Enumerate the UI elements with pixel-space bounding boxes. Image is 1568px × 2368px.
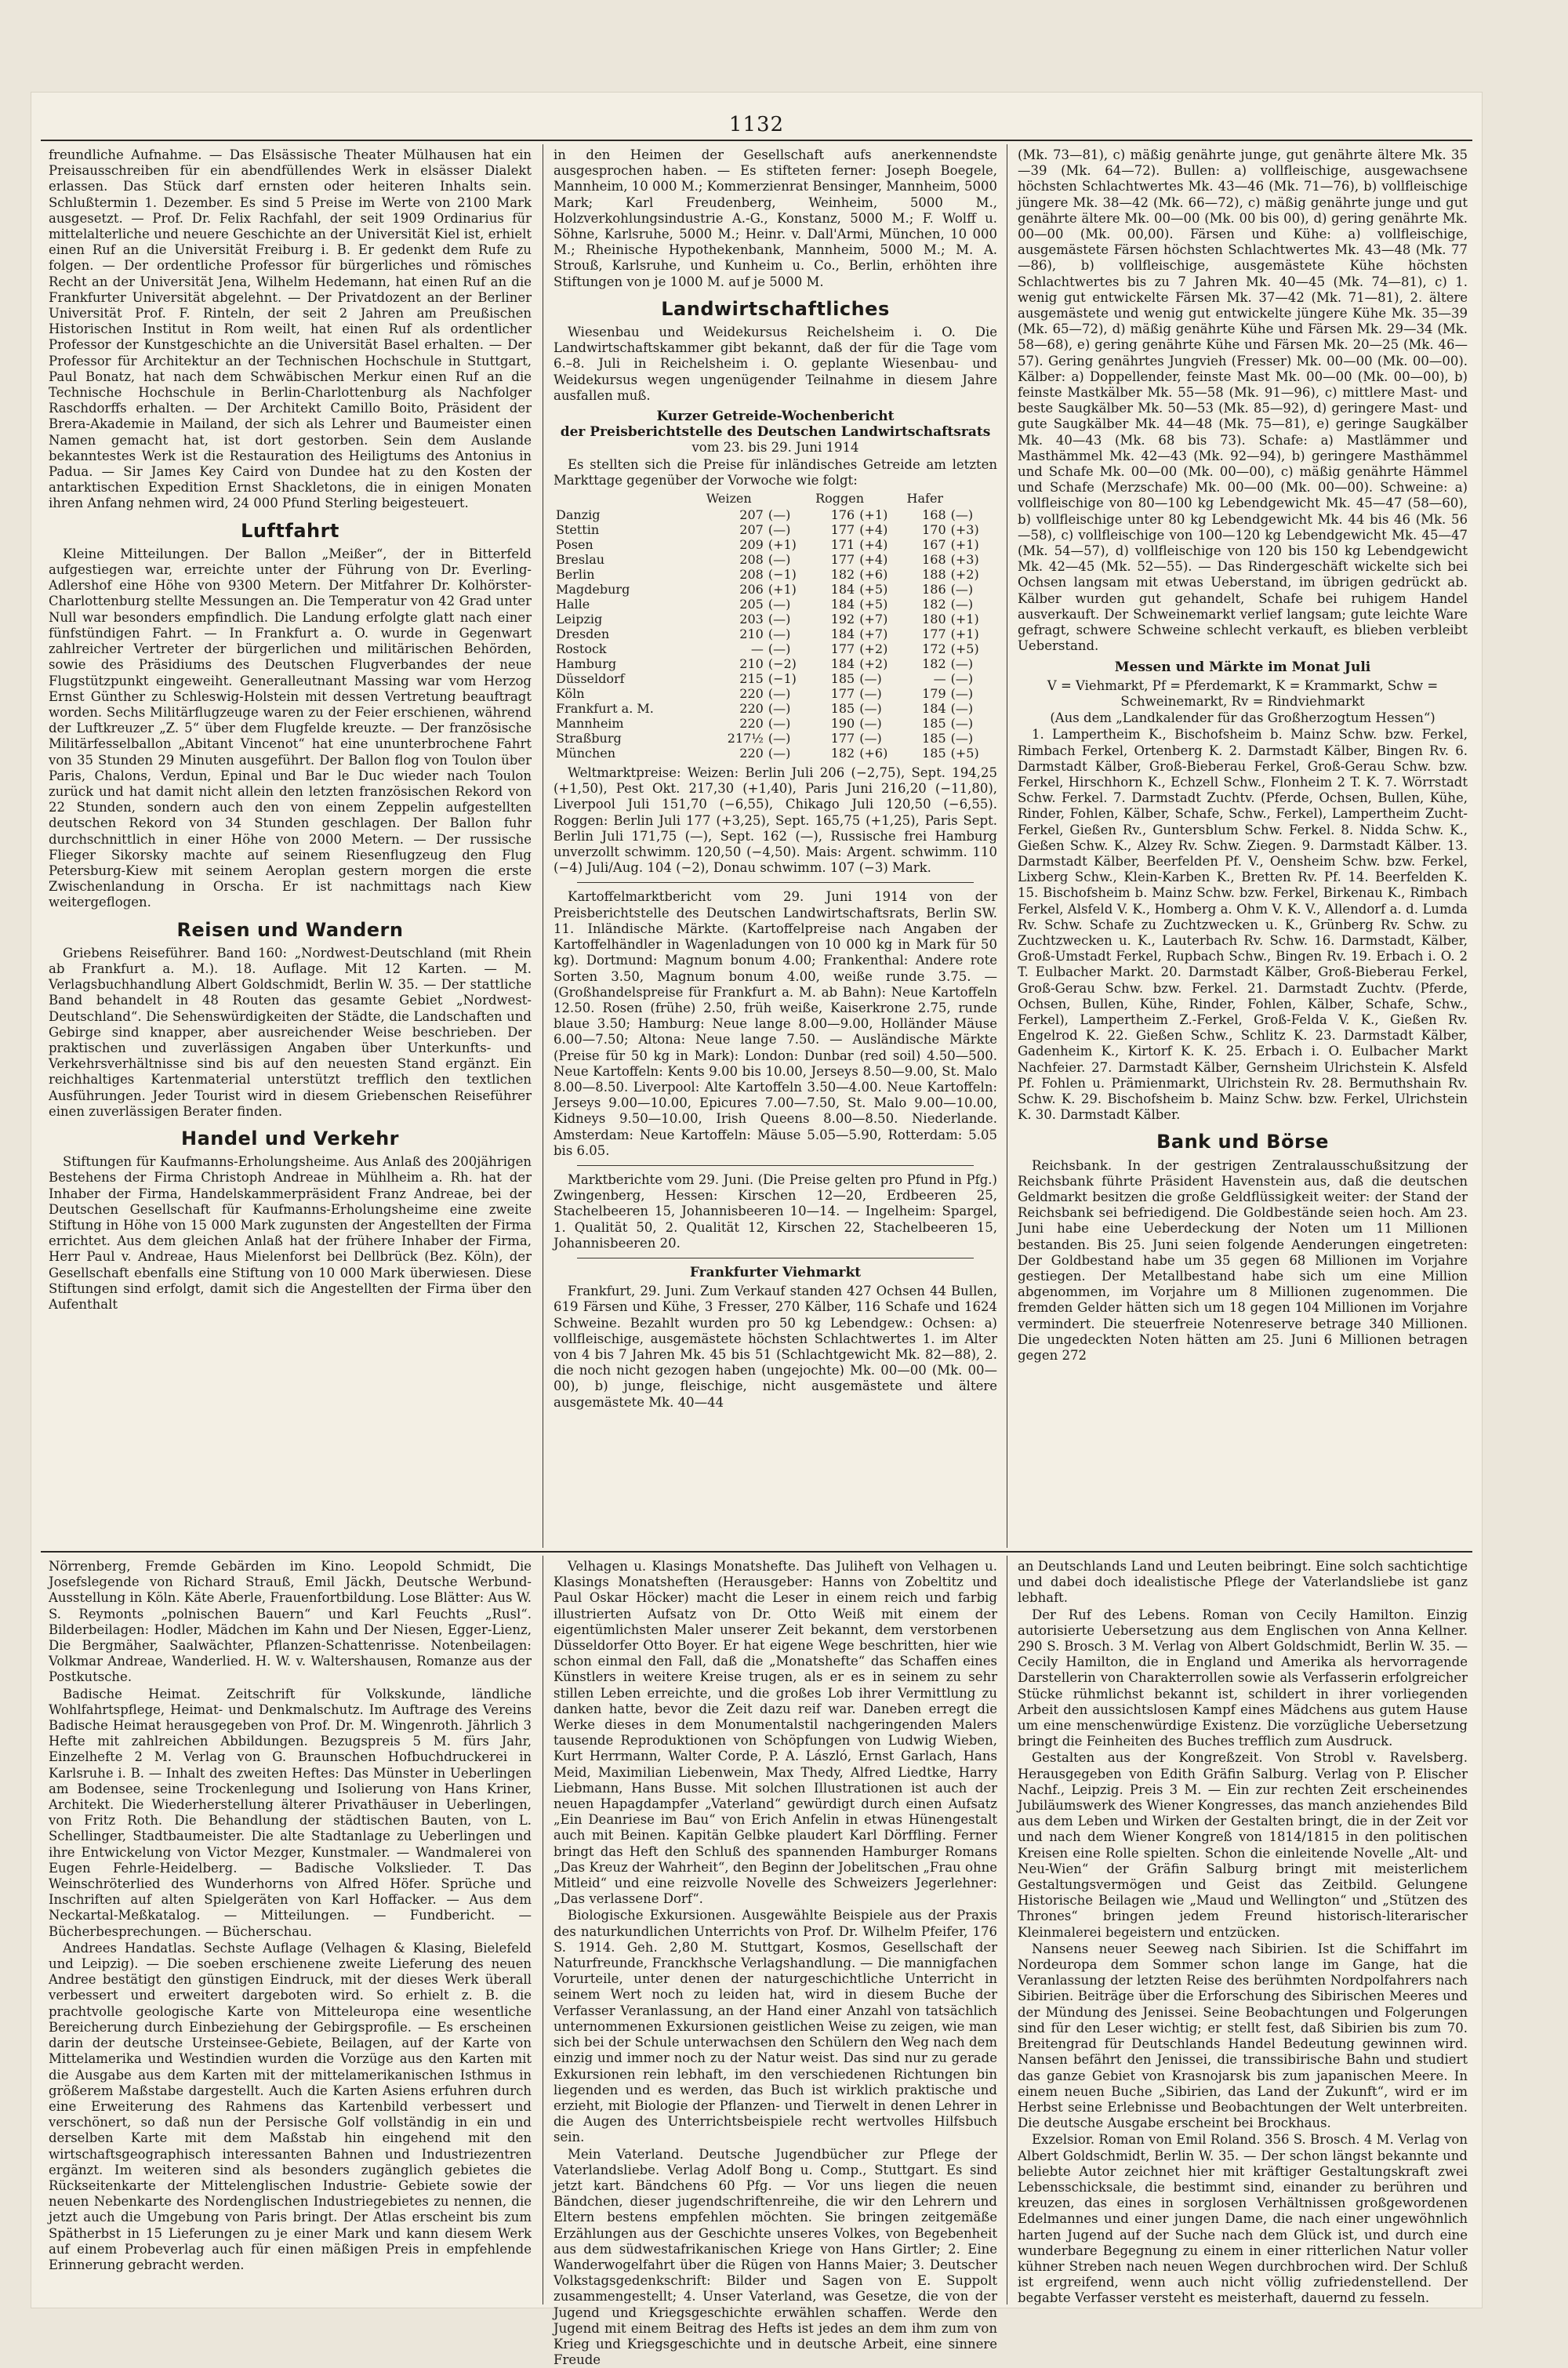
city-name: Breslau — [556, 552, 605, 568]
article-luftfahrt: Kleine Mitteilungen. Der Ballon „Meißer“, der in Bitterfeld aufgestiegen war, erreichte unter der Führung von Dr. Everling-Adlershof eine Höhe von 9300 Metern. Der Mitfahrer Dr. Kolhörster-Charlottenburg stellte Messungen an. Die Temperatur von 42 Grad unter Null war besonders empfindlich. Die Landung erfolgte glatt nach einer fünfstündigen Fahrt. — In Frankfurt a. O. wurde in Gegenwart zahlreicher Vertreter der bürgerlichen und militärischen Behörden, sowie des Präsidiums des Deutschen Flugverbandes der neue Flugstützpunkt eingeweiht. Generalleutnant Massing war vom Herzog Ernst Günther zu Schleswig-Holstein mit dessen Vertretung beauftragt worden. Sechs Militärflugzeuge waren zu der Feier erschienen, während der Luftkreuzer „Z. 5“ über dem Flugfelde kreuzte. — Der französische Militärfesselballon „Abitant Vincenot“ hat eine ununterbrochene Fahrt von 35 Stunden 29 Minuten ausgeführt. Der Ballon flog von Toulon über Paris, Chalons, Verdun, Epinal und Bar le Duc wieder nach Toulon zurück und hat damit nicht allein den letzten französischen Rekord von 22 Stunden, sondern auch den von einem Zeppelin aufgestellten deutschen Rekord von 34 Stunden geschlagen. Der Ballon fuhr durchschnittlich in einer Höhe von 2000 Metern. — Der russische Flieger Sikorsky machte auf seinem Riesenflugzeug den Flug Petersburg-Kiew mit seinem Aeroplan gestern morgen die erste Zwischenlandung in Orscha. Er ist nachmittags nach Kiew weitergeflogen. — [49, 546, 532, 910]
article-mein-vaterland: Mein Vaterland. Deutsche Jugendbücher zur Pflege der Vaterlandsliebe. Verlag Adolf Bong u. Comp., Stuttgart. Es sind jetzt kart. Bändchens 60 Pfg. — Vor uns liegen die neuen Bändchen, dieser jugendschriftenreihe, die wir den Lehrern und Eltern bestens empfehlen möchten. Sie bringen zeitgemäße Erzählungen aus der Geschichte unseres Volkes, von Begebenheit aus dem südwestafrikanischen Kriege von Hans Girtler; 2. Eine Wanderwogelfahrt über die Rügen von Hanns Maier; 3. Deutscher Volkstagsgedenkschrift: Bilder und Sagen von E. Suppolt zusammengestellt; 4. Unser Vaterland, was Gesetze, die von der Jugend und Kriegsgeschichte erwählen schaffen. Werde den Jugend mit einem Beitrag des Hefts ist jedes an dem ihm zum von Krieg und Kriegsgeschichte und in deutsche Arbeit, eine sinnere Freude — [554, 2146, 997, 2368]
weizen-change: (—) — [768, 731, 791, 746]
article-reisen: Griebens Reiseführer. Band 160: „Nordwest-Deutschland (mit Rhein ab Frankfurt a. M.). 18. Auflage. Mit 12 Karten. — M. Verlagsbuchhandlung Albert Goldschmidt, Berlin W. 35. — Der stattliche Band behandelt in 48 Routen das gesamte Gebiet „Nordwest-Deutschland“. Die Sehenswürdigkeiten der Städte, die Landschaften und Gebirge sind knapper, aber ausreichender Weise beschrieben. Der praktischen und zuverlässigen Angaben über Unterkunfts- und Verkehrsverhältnisse sind bis auf den neuesten Stand ergänzt. Ein reichhaltiges Kartenmaterial unterstützt trefflich den textlichen Ausführungen. Jeder Tourist wird in diesem Griebenschen Reiseführer einen zuverlässigen Berater finden. — [49, 945, 532, 1119]
hafer-change: (+1) — [950, 627, 979, 642]
roggen-change: (+2) — [859, 656, 888, 672]
getreide-subheading: der Preisberichtstelle des Deutschen Landwirtschaftsrats — [560, 424, 991, 441]
hafer-price: 167 — [922, 537, 946, 553]
roggen-change: (—) — [859, 701, 882, 717]
page-number: 1132 — [728, 113, 785, 136]
weizen-change: (+1) — [768, 582, 797, 597]
grain-price-table — [554, 490, 997, 761]
weizen-change: (—) — [768, 627, 791, 642]
grain-table-row — [554, 746, 997, 761]
bottom-column-2 — [546, 1559, 1005, 2368]
bottom-column-3 — [1010, 1559, 1475, 2306]
weizen-price: 220 — [739, 746, 764, 761]
weizen-price: 208 — [739, 567, 764, 583]
roggen-price: 177 — [830, 686, 855, 702]
article-andrees-handatlas: Andrees Handatlas. Sechste Auflage (Velhagen & Klasing, Bielefeld und Leipzig). — Die soeben erschienene zweite Lieferung des neuen Andree bestätigt den günstigen Eindruck, mit der dieses Werk überall verbessert und erweitert dargeboten wird. So erhielt z. B. die prachtvolle geologische Karte von Mitteleuropa eine wesentliche Bereicherung durch Einbeziehung der Gebirgsprofile. — Es erscheinen darin der deutsche Ursteinsee-Gebiete, Beilagen, auf der Karte von Mittelamerika und Westindien wurden die Vorzüge aus den Karten mit die Ausgabe aus dem Karten mit der mittelamerikanischen Isthmus in größerem Maßstabe dargestellt. Auch die Karten Asiens erfuhren durch eine Erweiterung des Rahmens das Kartenbild verbessert und verschönert, so daß nun der Persische Golf vollständig in ein und derselben Karte mit dem Maßstab hin eingehend mit den wirtschaftsgeographisch interessanten Bahnen und Industriezentren ergänzt. Im weiteren sind als besonders zugänglich gebietes die Rückseitenkarte der Mittelenglischen Industrie- Gebiete sowie der neuen Nebenkarte des Nordenglischen Industriegebietes zu nennen, die jetzt auch die Umgebung von Paris bringt. Der Atlas erscheint bis zum Spätherbst in 15 Lieferungen zu je einer Mark und kann diesem Werk auf einem Probeverlag auch für einen mäßigen Preis in empfehlende Erinnerung gebracht werden. — [49, 1940, 532, 2272]
roggen-change: (—) — [859, 731, 882, 746]
roggen-price: 185 — [830, 701, 855, 717]
grain-table-row — [554, 641, 997, 656]
section-heading-landwirtschaft: Landwirtschaftliches — [661, 297, 890, 320]
roggen-change: (+7) — [859, 627, 888, 642]
hafer-change: (—) — [950, 656, 974, 672]
weizen-change: (−2) — [768, 656, 797, 672]
grain-table-row — [554, 612, 997, 627]
roggen-price: 177 — [830, 731, 855, 746]
hafer-price: 185 — [922, 746, 946, 761]
article-reichsbank: Reichsbank. In der gestrigen Zentralausschußsitzung der Reichsbank führte Präsident Havenstein aus, daß die deutschen Geldmarkt besitzen die große Geldflüssigkeit weiter: der Stand der Reichsbank sei befriedigend. Die Goldbestände seien hoch. Am 23. Juni habe eine Ueberdeckung der Noten um 11 Millionen bestanden. Bis 25. Juni seien folgende Aenderungen eingetreten: Der Goldbestand habe um 35 gegen 68 Millionen im Vorjahre gestiegen. Der Metallbestand habe sich um eine Million abgenommen, im Vorjahre um 8 Millionen zugenommen. Die fremden Gelder hätten sich um 18 gegen 104 Millionen im Vorjahre vermindert. Die steuerfreie Notenreserve betrage 340 Millionen. Die ungedeckten Noten hätten am 25. Juni 6 Millionen betragen gegen 272 — [1018, 1157, 1468, 1364]
hafer-price: 180 — [922, 612, 946, 627]
grain-table-row — [554, 522, 997, 537]
article-ruf-des-lebens: Der Ruf des Lebens. Roman von Cecily Hamilton. Einzig autorisierte Uebersetzung aus dem Englischen von Anna Kellner. 290 S. Brosch. 3 M. Verlag von Albert Goldschmidt, Berlin W. 35. — Cecily Hamilton, die in England und Amerika als hervorragende Darstellerin von Charakterrollen sowie als Verfasserin erfolgreicher Stücke rühmlichst bekannt ist, schildert in ihrer vorliegenden Arbeit den aussichtslosen Kampf eines Mädchens aus gutem Hause um eine menschenwürdige Existenz. Die vorzügliche Uebersetzung bringt die Feinheiten des Buches trefflich zum Ausdruck. — [1018, 1607, 1468, 1749]
weizen-change: (—) — [768, 641, 791, 657]
roggen-price: 177 — [830, 641, 855, 657]
roggen-price: 184 — [830, 597, 855, 612]
article-viehmarkt: Frankfurt, 29. Juni. Zum Verkauf standen 427 Ochsen 44 Bullen, 619 Färsen und Kühe, 3 Fresser, 270 Kälber, 116 Schafe und 1624 Schweine. Bezahlt wurden pro 50 kg Lebendgew.: Ochsen: a) vollfleischige, ausgemästete höchsten Schlachtwertes 1. im Alter von 4 bis 7 Jahren Mk. 45 bis 51 (Schlachtgewicht Mk. 82—88), 2. die noch nicht gezogen haben (ungejochte) Mk. 00—00 (Mk. 00—00), b) junge, fleischige, nicht ausgemästete und ältere ausgemästete Mk. 40—44 — [554, 1284, 997, 1410]
weizen-price: 205 — [739, 597, 764, 612]
hafer-price: 182 — [922, 656, 946, 672]
roggen-change: (+6) — [859, 567, 888, 583]
roggen-change: (—) — [859, 686, 882, 702]
weizen-change: (—) — [768, 507, 791, 523]
grain-table-row — [554, 507, 997, 522]
grain-table-body — [554, 507, 997, 761]
article-marktberichte: Marktberichte vom 29. Juni. (Die Preise gelten pro Pfund in Pfg.) Zwingenberg, Hessen: Kirschen 12—20, Erdbeeren 25, Stachelbeeren 15, Johannisbeeren 10—14. — Ingelheim: Spargel, 1. Qualität 50, 2. Qualität 12, Kirschen 22, Stachelbeeren 15, Johannisbeeren 20. — [554, 1171, 997, 1251]
hafer-price: — — [933, 671, 946, 687]
roggen-price: 184 — [830, 627, 855, 642]
city-name: Posen — [556, 537, 593, 553]
hafer-change: (—) — [950, 686, 974, 702]
roggen-change: (+1) — [859, 507, 888, 523]
column-3 — [1010, 147, 1475, 1547]
section-heading-reisen: Reisen und Wandern — [176, 918, 404, 941]
hafer-price: 170 — [922, 522, 946, 538]
weizen-change: (—) — [768, 552, 791, 568]
hafer-price: 177 — [922, 627, 946, 642]
header-roggen: Roggen — [815, 491, 865, 507]
hafer-change: (—) — [950, 671, 974, 687]
bottom-column-1 — [41, 1559, 539, 2302]
messen-source: (Aus dem „Landkalender für das Großherzogtum Hessen“) — [1050, 710, 1436, 726]
article-vaterland-cont: an Deutschlands Land und Leuten beibringt. Eine solch sachtichtige und dabei doch idealistische Pflege der Vaterlandsliebe ist ganz lebhaft. — [1018, 1559, 1468, 1606]
hafer-change: (+2) — [950, 567, 979, 583]
roggen-price: 184 — [830, 656, 855, 672]
roggen-change: (+5) — [859, 597, 888, 612]
city-name: Leipzig — [556, 612, 603, 627]
header-weizen: Weizen — [706, 491, 752, 507]
hafer-change: (—) — [950, 507, 974, 523]
hafer-change: (+5) — [950, 746, 979, 761]
weizen-change: (—) — [768, 597, 791, 612]
article-kongresszeit: Gestalten aus der Kongreßzeit. Von Strobl v. Ravelsberg. Herausgegeben von Edith Gräfin Salburg. Verlag von P. Elischer Nachf., Leipzig. Preis 3 M. — Ein zur rechten Zeit erscheinendes Jubiläumswerk des Wiener Kongresses, das manch anziehendes Bild aus dem Leben und Wirken der Gestalten bringt, die in der Zeit vor und nach dem Wiener Kongreß von 1814/1815 in den politischen Kreisen eine Rolle spielten. Schon die einleitende Novelle „Alt- und Neu-Wien“ der Gräfin Salburg bringt mit meisterlichem Gestaltungsvermögen und Geist das Zeitbild. Gelungene Historische Beilagen wie „Maud und Wellington“ und „Stützen des Thrones“ bringen jedem Freund historisch-literarischer Kleinmalerei begeistern und entzücken. — [1018, 1750, 1468, 1940]
hafer-change: (—) — [950, 716, 974, 732]
article-weltmarkt: Weltmarktpreise: Weizen: Berlin Juli 206 (−2,75), Sept. 194,25 (+1,50), Pest Okt. 217,30 (+1,40), Paris Juni 216,20 (−11,80), Liverpool Juli 151,70 (−6,55), Chikago Juli 120,50 (−6,55). Roggen: Berlin Juli 177 (+3,25), Sept. 165,75 (+1,25), Paris Sept. Berlin Juli 171,75 (—), Sept. 162 (—), Russische frei Hamburg unverzollt schwimm. 120,50 (−4,50). Mais: Argent. schwimm. 110 (−4) Juli/Aug. 104 (−2), Donau schwimm. 107 (−3) Mark. — [554, 765, 997, 876]
roggen-change: (—) — [859, 671, 882, 687]
hafer-price: 188 — [922, 567, 946, 583]
roggen-price: 182 — [830, 567, 855, 583]
grain-table-header — [554, 490, 997, 507]
hafer-change: (+3) — [950, 522, 979, 538]
grain-table-row — [554, 686, 997, 701]
article-badische-heimat: Badische Heimat. Zeitschrift für Volkskunde, ländliche Wohlfahrtspflege, Heimat- und Denkmalschutz. Im Auftrage des Vereins Badische Heimat herausgegeben von Prof. Dr. M. Wingenroth. Jährlich 3 Hefte mit zahlreichen Abbildungen. Bezugspreis 5 M. fürs Jahr, Einzelhefte 2 M. Verlag von G. Braunschen Hofbuchdruckerei in Karlsruhe i. B. — Inhalt des zweiten Heftes: Das Münster in Ueberlingen am Bodensee, seine Trockenlegung und Isolierung von Hans Kriner, Architekt. Die Wiederherstellung älterer Privathäuser in Ueberlingen, von Fritz Roth. Die Behandlung der städtischen Bauten, von L. Schellinger, Stadtbaumeister. Die alte Stadtanlage zu Ueberlingen und ihre Entwickelung von Victor Mezger, Kunstmaler. — Wandmalerei von Eugen Fehrle-Heidelberg. — Badische Volkslieder. T. Das Weinschröterlied des Wunderhorns von Alfred Höfer. Sprüche und Inschriften auf alten Spielgeräten von Karl Hoffacker. — Aus dem Neckartal-Meßkatalog. — Mitteilungen. — Fundbericht. — Bücherbesprechungen. — Bücherschau. — [49, 1686, 532, 1939]
grain-table-row — [554, 597, 997, 612]
article-wiesenbau: Wiesenbau und Weidekursus Reichelsheim i. O. Die Landwirtschaftskammer gibt bekannt, daß der für die Tage vom 6.–8. Juli in Reichelsheim i. O. geplante Wiesenbau- und Weidekursus wegen ungenügender Teilnahme in diesem Jahre ausfallen muß. — [554, 325, 997, 403]
roggen-price: 185 — [830, 671, 855, 687]
weizen-price: 209 — [739, 537, 764, 553]
city-name: Dresden — [556, 627, 610, 642]
grain-table-row — [554, 552, 997, 567]
article-messen: 1. Lampertheim K., Bischofsheim b. Mainz Schw. bzw. Ferkel, Rimbach Ferkel, Ortenberg K. 2. Darmstadt Kälber, Bingen Rv. 6. Darmstadt Kälber, Groß-Bieberau Ferkel, Groß-Gerau Schw. bzw. Ferkel, Hirschhorn K., Echzell Schw., Flonheim 2 T. K. 7. Wörrstadt Schw. Ferkel. 7. Darmstadt Zuchtv. (Pferde, Ochsen, Bullen, Kühe, Rinder, Fohlen, Kälber, Schafe, Schw., Ferkel), Lampertheim Zucht-Ferkel, Gießen Rv., Guntersblum Schw. Ferkel. 8. Nidda Schw. K., Gießen Schw. K., Alzey Rv. Schw. Ziegen. 9. Darmstadt Kälber. 13. Darmstadt Kälber, Beerfelden Pf. V., Oensheim Schw. bzw. Ferkel, Lixberg Schw., Klein-Karben K., Bretten Rv. Pf. 14. Beerfelden K. 15. Bischofsheim b. Mainz Schw. bzw. Ferkel, Birkenau K., Rimbach Ferkel, Alsfeld V. K., Homberg a. Ohm V. K. V., Allendorf a. d. Lumda Rv. Schw. Schafe zu Zuchtzwecken u. K., Grünberg Rv. Schw. zu Zuchtzwecken u. K., Lauterbach Rv. Schw. 16. Darmstadt, Kälber, Groß-Umstadt Ferkel, Rupbach Schw., Bingen Rv. 19. Erbach i. O. 2 T. Eulbacher Markt. 20. Darmstadt Kälber, Groß-Bieberau Ferkel, Groß-Gerau Schw. bzw. Ferkel. 21. Darmstadt Zuchtv. (Pferde, Ochsen, Bullen, Kühe, Rinder, Fohlen, Kälber, Schafe, Schw., Ferkel), Lampertheim Z.-Ferkel, Groß-Felda V. K., Gießen Rv. Engelrod K. 22. Gießen Schw., Schlitz K. 23. Darmstadt Kälber, Gadenheim K., Kirtorf K. K. 25. Erbach i. O. Eulbacher Markt Nachfeier. 27. Darmstadt Kälber, Gernsheim Ulrichstein K. Alsfeld Pf. Fohlen u. Prämienmarkt, Ulrichstein Rv. 28. Bermuthshain Rv. Schw. K. 29. Bischofsheim b. Mainz Schw. bzw. Ferkel, Ulrichstein K. 30. Darmstadt Kälber. — [1018, 727, 1468, 1123]
article-exzelsior: Exzelsior. Roman von Emil Roland. 356 S. Brosch. 4 M. Verlag von Albert Goldschmidt, Berlin W. 35. — Der schon längst bekannte und beliebte Autor zeichnet hier mit kräftiger Gestaltungskraft zwei Lebensschicksale, die bestimmt sind, einander zu berühren und kreuzen, das eines in sorglosen Verhältnissen großgewordenen Edelmannes und einer jungen Dame, die nach einer ungewöhnlich harten Jugend auf der Suche nach dem Glück ist, und durch eine wunderbare Begegnung zu einem in einer ritterlichen Natur voller kühner Streben nach neuen Wegen durchbrochen wird. Der Schluß ist ergreifend, wenn auch nicht völlig zufriedenstellend. Der begabte Verfasser versteht es meisterhaft, dauernd zu fesseln. — [1018, 2132, 1468, 2306]
roggen-price: 171 — [830, 537, 855, 553]
roggen-change: (+4) — [859, 537, 888, 553]
weizen-price: 220 — [739, 686, 764, 702]
grain-table-row — [554, 716, 997, 731]
weizen-change: (—) — [768, 746, 791, 761]
grain-table-row — [554, 656, 997, 671]
hafer-change: (—) — [950, 701, 974, 717]
roggen-change: (+5) — [859, 582, 888, 597]
hafer-price: 184 — [922, 701, 946, 717]
roggen-change: (+6) — [859, 746, 888, 761]
article-kartoffel: Kartoffelmarktbericht vom 29. Juni 1914 von der Preisberichtstelle des Deutschen Landwirtschaftsrats, Berlin SW. 11. Inländische Märkte. (Kartoffelpreise nach Angaben der Kartoffelhändler in Wagenladungen von 10 000 kg in Mark für 50 kg). Dortmund: Magnum bonum 4.00; Frankenthal: Andere rote Sorten 3.50, Magnum bonum 4.00, weiße runde 3.75. — (Großhandelspreise für Frankfurt a. M. ab Bahn): Neue Kartoffeln 12.50. Rosen (frühe) 2.50, früh weiße, Kaiserkrone 2.75, runde blaue 3.50; Hamburg: Neue lange 8.00—9.00, Holländer Mäuse 6.00—7.50; Altona: Neue lange 7.50. — Ausländische Märkte (Preise für 50 kg in Mark): London: Dunbar (red soil) 4.50—500. Neue Kartoffeln: Kents 9.00 bis 10.00, Jerseys 8.50—9.00, St. Malo 8.00—8.50. Liverpool: Alte Kartoffeln 3.50—4.00. Neue Kartoffeln: Jerseys 9.00—10.00, Epicures 7.00—7.50, St. Malo 9.00—10.00, Kidneys 9.50—10.00, Irish Queens 8.00—8.50. Niederlande. Amsterdam: Neue Kartoffeln: Mäuse 5.05—5.90, Rotterdam: 5.05 bis 6.05. — [554, 889, 997, 1158]
getreide-intro: Es stellten sich die Preise für inländisches Getreide am letzten Markttage gegenüber der Vorwoche wie folgt: — [554, 456, 997, 488]
weizen-change: (+1) — [768, 537, 797, 553]
weizen-price: 215 — [739, 671, 764, 687]
roggen-price: 182 — [830, 746, 855, 761]
roggen-change: (+2) — [859, 641, 888, 657]
weizen-price: 208 — [739, 552, 764, 568]
article-monatshefte: Velhagen u. Klasings Monatshefte. Das Juliheft von Velhagen u. Klasings Monatsheften (Herausgeber: Hanns von Zobeltitz und Paul Oskar Höcker) macht die Leser in einem reich und farbig illustrierten Aufsatz von Dr. Otto Weiß mit einem der eigentümlichsten Maler unserer Zeit bekannt, dem verstorbenen Düsseldorfer Otto Boyer. Er hat eigene Wege beschritten, hier wie schon einmal den Fall, daß die „Monatshefte“ das Schaffen eines Künstlers in weitere Kreise trugen, als er es in seinem zu sehr stillen Leben erreichte, und die großes Lob ihrer Vermittlung zu danken hatte, bevor die Zeit dazu reif war. Daneben erregt die Werke dieses in dem Monumentalstil nachgeringenden Malers tausende Reproduktionen von Schöpfungen von Ludwig Wieben, Kurt Herrmann, Walter Corde, P. A. László, Ernst Garlach, Hans Meid, Maximilian Liebenwein, Max Thedy, Alfred Liedtke, Harry Liebmann, Hans Busse. Mit solchen Illustrationen ist auch der neuen Hapagdampfer „Vaterland“ gewürdigt durch einen Aufsatz „Ein Deanriese im Bau“ von Erich Anfelin in etwas Hünengestalt auch mit Beinen. Kapitän Gelbke plaudert Karl Dörffling. Ferner bringt das Heft den Schluß des spannenden Hamburger Romans „Das Kreuz der Wahrheit“, den Beginn der Jobelitschen „Frau ohne Mitleid“ und eine reizvolle Novelle des Schweizers Jegerlehner: „Das verlassene Dorf“. — [554, 1559, 997, 1907]
grain-table-row — [554, 627, 997, 641]
weizen-change: (−1) — [768, 567, 797, 583]
hafer-price: 185 — [922, 716, 946, 732]
grain-table-row — [554, 582, 997, 597]
weizen-price: 206 — [739, 582, 764, 597]
city-name: Rostock — [556, 641, 607, 657]
section-heading-bank: Bank und Börse — [1156, 1131, 1329, 1153]
hafer-price: 168 — [922, 552, 946, 568]
weizen-change: (—) — [768, 522, 791, 538]
weizen-price: 207 — [739, 507, 764, 523]
article-handel: Stiftungen für Kaufmanns-Erholungsheime. Aus Anlaß des 200jährigen Bestehens der Firma Christoph Andreae in Mühlheim a. Rh. hat der Inhaber der Firma, Handelskammerpräsident Franz Andreae, bei der Deutschen Gesellschaft für Kaufmanns-Erholungsheime eine zweite Stiftung in Höhe von 15 000 Mark zugunsten der Angestellten der Firma errichtet. Aus dem gleichen Anlaß hat der frühere Inhaber der Firma, Herr Paul v. Andreae, Haus Mielenforst bei Dellbrück (Bez. Köln), der Gesellschaft ebenfalls eine Stiftung von 10 000 Mark überwiesen. Diese Stiftungen sind erfolgt, damit sich die Angestellten der Firma über den Aufenthalt — [49, 1154, 532, 1313]
header-hafer: Hafer — [906, 491, 944, 507]
city-name: Halle — [556, 597, 590, 612]
hafer-change: (—) — [950, 731, 974, 746]
article-stiftungen-cont: in den Heimen der Gesellschaft aufs anerkennendste ausgesprochen haben. — Es stifteten ferner: Joseph Boegele, Mannheim, 10 000 M.; Kommerzienrat Bensinger, Mannheim, 5000 Mark; Karl Freudenberg, Weinheim, 5000 M., Holzverkohlungsindustrie A.-G., Konstanz, 5000 M.; F. Wolff u. Söhne, Karlsruhe, 5000 M.; Heinr. v. Dall'Armi, München, 10 000 M.; Rheinische Hypothekenbank, Mannheim, 5000 M.; M. A. Strouß, Karlsruhe, und Kunheim u. Co., Berlin, erhöhten ihre Stiftungen von je 1000 M. auf je 5000 M. — [554, 147, 997, 289]
article-viehmarkt-cont: (Mk. 73—81), c) mäßig genährte junge, gut genährte ältere Mk. 35—39 (Mk. 64—72). Bullen: a) vollfleischige, ausgewachsene höchsten Schlachtwertes Mk. 43—46 (Mk. 71—76), b) vollfleischige jüngere Mk. 38—42 (Mk. 66—72), c) mäßig genährte junge und gut genährte ältere Mk. 00—00 (Mk. 00 bis 00), d) gering genährte Mk. 00—00 (Mk. 00,00). Färsen und Kühe: a) vollfleischige, ausgemästete Färsen höchsten Schlachtwertes Mk. 43—48 (Mk. 77—86), b) vollfleischige, ausgemästete Kühe höchsten Schlachtwertes bis zu 7 Jahren Mk. 40—45 (Mk. 74—81), c) 1. wenig gut entwickelte Färsen Mk. 37—42 (Mk. 71—81), 2. ältere ausgemästete und wenig gut entwickelte jüngere Kühe Mk. 35—39 (Mk. 65—72), d) mäßig genährte Kühe und Färsen Mk. 29—34 (Mk. 58—68), e) gering genährte Kühe und Färsen Mk. 20—25 (Mk. 46—57). Gering genährtes Jungvieh (Fresser) Mk. 00—00 (Mk. 00—00). Kälber: a) Doppellender, feinste Mast Mk. 00—00 (Mk. 00—00), b) feinste Mastkälber Mk. 55—58 (Mk. 91—96), c) mittlere Mast- und beste Saugkälber Mk. 50—53 (Mk. 85—92), d) geringere Mast- und gute Saugkälber Mk. 44—48 (Mk. 75—81), e) geringe Saugkälber Mk. 40—43 (Mk. 68 bis 73). Schafe: a) Mastlämmer und Masthämmel Mk. 42—43 (Mk. 92—94), b) geringere Masthämmel und Schafe Mk. 00—00 (Mk. 00—00), c) mäßig genährte Hämmel und Schafe (Merzschafe) Mk. 00—00 (Mk. 00—00). Schweine: a) vollfleischige von 80—100 kg Lebendgewicht Mk. 45—47 (58—60), b) vollfleischige unter 80 kg Lebendgewicht Mk. 44 bis 46 (Mk. 56—58), c) vollfleischige von 100—120 kg Lebendgewicht Mk. 45—47 (Mk. 54—57), d) vollfleischige von 120 bis 150 kg Lebendgewicht Mk. 42—45 (Mk. 52—55). — Das Rindergeschäft wickelte sich bei Ochsen langsam mit etwas Ueberstand, im übrigen gedrückt ab. Kälber wurden gut gehandelt, Schafe bei ruhigem Handel ausverkauft. Der Schweinemarkt verlief langsam; gute leichte Ware gefragt, schwere Schweine schlecht verkauft, es blieben verbleibt Ueberstand. — [1018, 147, 1468, 654]
roggen-change: (+7) — [859, 612, 888, 627]
messen-legend: V = Viehmarkt, Pf = Pferdemarkt, K = Krammarkt, Schw = Schweinemarkt, Rv = Rindviehmarkt — [1047, 677, 1439, 709]
hafer-change: (+1) — [950, 612, 979, 627]
column-2 — [546, 147, 1005, 1547]
roggen-price: 190 — [830, 716, 855, 732]
weizen-price: 210 — [739, 627, 764, 642]
header-rule — [41, 140, 1472, 141]
section-heading-luftfahrt: Luftfahrt — [241, 519, 339, 542]
weizen-price: 220 — [739, 716, 764, 732]
roggen-price: 184 — [830, 582, 855, 597]
weizen-price: 220 — [739, 701, 764, 717]
hafer-change: (+1) — [950, 537, 979, 553]
weizen-change: (—) — [768, 612, 791, 627]
city-name: Berlin — [556, 567, 595, 583]
hafer-price: 172 — [922, 641, 946, 657]
separator-rule — [577, 882, 974, 883]
roggen-price: 176 — [830, 507, 855, 523]
hafer-price: 182 — [922, 597, 946, 612]
weizen-change: (−1) — [768, 671, 797, 687]
article-biologische-exkursionen: Biologische Exkursionen. Ausgewählte Beispiele aus der Praxis des naturkundlichen Unterrichts von Prof. Dr. Wilhelm Pfeifer, 176 S. 1914. Geh. 2,80 M. Stuttgart, Kosmos, Gesellschaft der Naturfreunde, Franckhsche Verlagshandlung. — Die mannigfachen Vorurteile, unter denen der naturgeschichtliche Unterricht in seinem Wert noch zu leiden hat, wird in diesem Buche der Verfasser Veranlassung, an der Hand einer Anzahl von tatsächlich unternommenen Exkursionen geistlichen Weise zu zeigen, wie man sich bei der Schule unterwachsen den Schülern den Weg nach dem einzig und immer noch zu der Natur weist. Das sind nur zu gerade Exkursionen rein lebhaft, im den verschiedenen Richtungen bin liegenden und es werden, das Buch ist wirklich praktische und erzieht, mit Biologie der Pflanzen- und Tierwelt in denen Lehrer in die Augen des Unterrichtsbeispiele recht wertvolles Hilfsbuch sein. — [554, 1908, 997, 2145]
weizen-price: 207 — [739, 522, 764, 538]
hafer-price: 186 — [922, 582, 946, 597]
roggen-price: 192 — [830, 612, 855, 627]
weizen-price: 210 — [739, 656, 764, 672]
hafer-change: (—) — [950, 582, 974, 597]
newspaper-page — [31, 93, 1482, 2368]
weizen-price: — — [750, 641, 764, 657]
getreide-date: vom 23. bis 29. Juni 1914 — [691, 440, 859, 456]
hafer-price: 179 — [922, 686, 946, 702]
weizen-change: (—) — [768, 701, 791, 717]
roggen-change: (—) — [859, 716, 882, 732]
city-name: Düsseldorf — [556, 671, 625, 687]
roggen-change: (+4) — [859, 522, 888, 538]
city-name: Köln — [556, 686, 585, 702]
weizen-change: (—) — [768, 716, 791, 732]
article-university-news: freundliche Aufnahme. — Das Elsässische Theater Mülhausen hat ein Preisausschreiben für ein abendfüllendes Werk in elsässer Dialekt erlassen. Das Stück darf ernsten oder heiteren Inhalts sein. Schlußtermin 1. Dezember. Es sind 5 Preise im Werte von 2100 Mark ausgesetzt. — Prof. Dr. Felix Rachfahl, der seit 1909 Ordinarius für mittelalterliche und neuere Geschichte an der Universität Kiel ist, erhielt einen Ruf an die Universität Freiburg i. B. Er gedenkt dem Rufe zu folgen. — Der ordentliche Professor für bürgerliches und römisches Recht an der Universität Jena, Wilhelm Hedemann, hat einen Ruf an die Frankfurter Universität abgelehnt. — Der Privatdozent an der Berliner Universität Prof. F. Rinteln, der seit 2 Jahren am Preußischen Historischen Institut in Rom weilt, hat einen Ruf als ordentlicher Professor der Kunstgeschichte an die Universität Basel erhalten. — Der Professor für Architektur an der Technischen Hochschule in Stuttgart, Paul Bonatz, hat nach dem Schwäbischen Merkur einen Ruf an die Technische Hochschule in Berlin-Charlottenburg als Nachfolger Raschdorffs erhalten. — Der Architekt Camillo Boito, Präsident der Brera-Akademie in Mailand, der sich als Lehrer und Baumeister einen Namen gemacht hat, ist dort gestorben. Sein dem Auslande bekanntestes Werk ist die Restauration des Heiligtums des Antonius in Padua. — Sir James Key Caird von Dundee hat zu den Kosten der antarktischen Expedition Ernst Shackletons, die in einigen Monaten ihren Anfang nehmen wird, 24 000 Pfund Sterling beigesteuert. — [49, 147, 532, 511]
roggen-change: (+4) — [859, 552, 888, 568]
section-heading-handel: Handel und Verkehr — [180, 1127, 399, 1149]
grain-table-row — [554, 701, 997, 716]
grain-table-row — [554, 537, 997, 552]
hafer-change: (—) — [950, 597, 974, 612]
getreide-heading: Kurzer Getreide-Wochenbericht — [656, 409, 895, 425]
city-name: Frankfurt a. M. — [556, 701, 654, 717]
weizen-change: (—) — [768, 686, 791, 702]
roggen-price: 177 — [830, 552, 855, 568]
grain-table-row — [554, 671, 997, 686]
roggen-price: 177 — [830, 522, 855, 538]
hafer-price: 185 — [922, 731, 946, 746]
city-name: Straßburg — [556, 731, 622, 746]
hafer-change: (+3) — [950, 552, 979, 568]
city-name: Danzig — [556, 507, 601, 523]
viehmarkt-heading: Frankfurter Viehmarkt — [689, 1264, 862, 1280]
grain-table-row — [554, 567, 997, 582]
separator-rule — [577, 1165, 974, 1166]
city-name: Mannheim — [556, 716, 624, 732]
city-name: Magdeburg — [556, 582, 630, 597]
column-1 — [41, 147, 539, 1547]
weizen-price: 203 — [739, 612, 764, 627]
article-contents-list: Nörrenberg, Fremde Gebärden im Kino. Leopold Schmidt, Die Josefslegende von Richard Strauß, Emil Jäckh, Deutsche Werbund-Ausstellung in Köln. Käte Aberle, Frauenfortbildung. Lose Blätter: Aus W. S. Reymonts „polnischen Bauern“ und Karl Feuchts „Rusl“. Bilderbeilagen: Hodler, Mädchen im Kahn und Der Niesen, Egger-Lienz, Die Bergmäher, Saalwächter, Pflanzen-Schattenrisse. Notenbeilagen: Volkmar Andreae, Wanderlied. H. W. v. Waltershausen, Romanze aus der Postkutsche. — [49, 1559, 532, 1685]
grain-table-row — [554, 731, 997, 746]
city-name: Stettin — [556, 522, 600, 538]
section-rule — [41, 1551, 1472, 1553]
city-name: München — [556, 746, 616, 761]
article-nansen: Nansens neuer Seeweg nach Sibirien. Ist die Schiffahrt im Nordeuropa dem Sommer schon lange im Gange, hat die Veranlassung der letzten Reise des berühmten Nordpolfahrers nach Sibirien. Beiträge über die Erforschung des Sibirischen Meeres und der Mündung des Jenissei. Seine Beobachtungen und Folgerungen sind für den Leser wichtig; er stellt fest, daß Sibirien bis zum 70. Breitengrad für Deutschlands Handel Bedeutung gewinnen wird. Nansen befährt den Jenissei, die transsibirische Bahn und studiert das ganze Gebiet von Krasnojarsk bis zum japanischen Meere. In einem neuen Buche „Sibirien, das Land der Zukunft“, wird er im Herbst seine Erlebnisse und Beobachtungen der Welt unterbreiten. Die deutsche Ausgabe erscheint bei Brockhaus. — [1018, 1941, 1468, 2131]
weizen-price: 217½ — [727, 731, 764, 746]
hafer-change: (+5) — [950, 641, 979, 657]
city-name: Hamburg — [556, 656, 617, 672]
hafer-price: 168 — [922, 507, 946, 523]
messen-heading: Messen und Märkte im Monat Juli — [1114, 659, 1371, 675]
